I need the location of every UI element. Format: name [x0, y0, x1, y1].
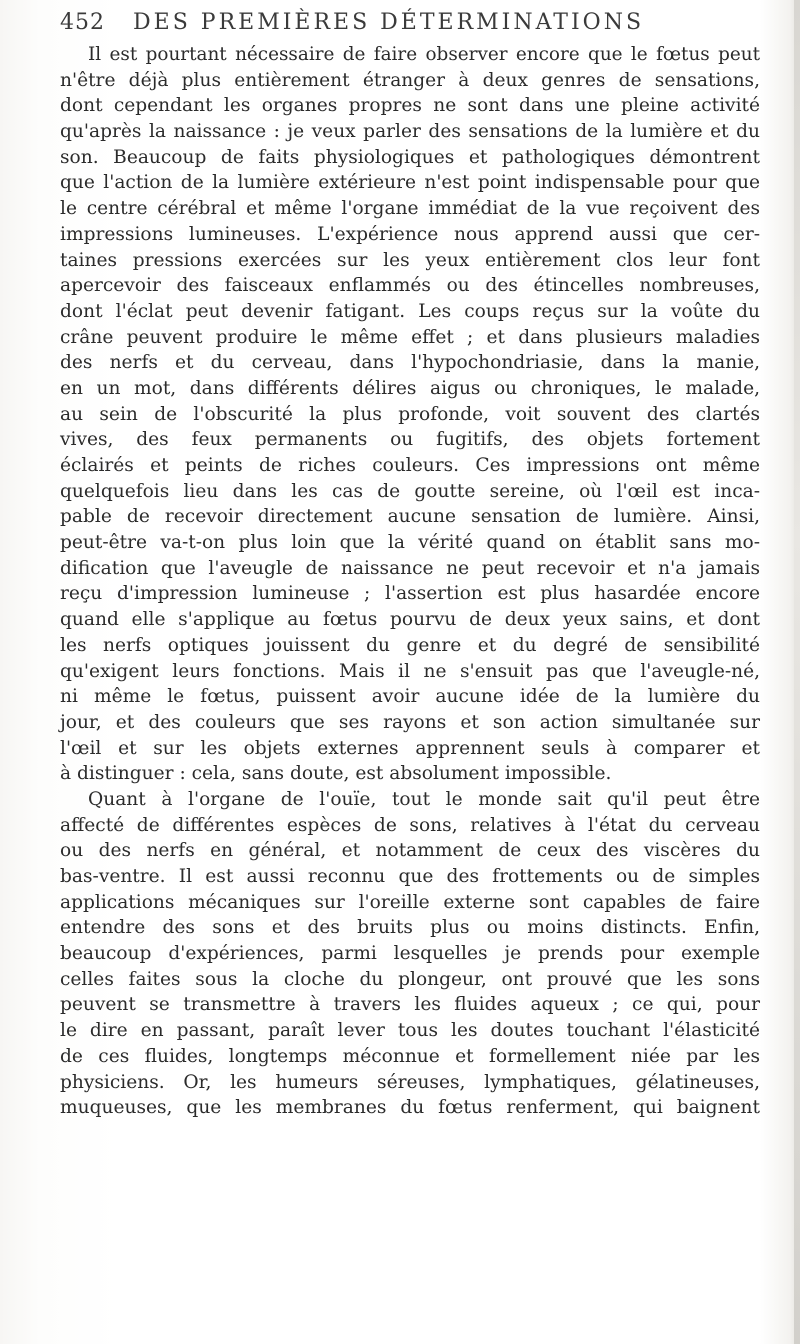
text-line: vives, des feux permanents ou fugitifs, des objets fortement [60, 429, 760, 451]
text-line: le dire en passant, paraît lever tous les doutes touchant l'élasticité [60, 1020, 760, 1042]
text-line: que l'action de la lumière extérieure n'est point indispensable pour que [60, 172, 760, 194]
text-line: crâne peuvent produire le même effet ; et dans plusieurs maladies [60, 326, 760, 348]
text-line: bas-ventre. Il est aussi reconnu que des frottements ou de simples [60, 866, 760, 887]
text-line: son. Beaucoup de faits physiologiques et pathologiques démontrent [60, 146, 760, 168]
text-line: le centre cérébral et même l'organe immédiat de la vue reçoivent des [60, 198, 760, 220]
text-line: dont l'éclat peut devenir fatigant. Les coups reçus sur la voûte du [60, 300, 760, 322]
text-line: celles faites sous la cloche du plongeur, ont prouvé que les sons [60, 968, 760, 990]
text-line: au sein de l'obscurité la plus profonde, voit souvent des clartés [60, 403, 760, 425]
text-line: entendre des sons et des bruits plus ou moins distincts. Enfin, [60, 917, 760, 939]
text-line: Il est pourtant nécessaire de faire observer encore que le fœtus peut [88, 44, 760, 65]
text-line: ni même le fœtus, puissent avoir aucune idée de la lumière du [60, 686, 760, 708]
text-line: dification que l'aveugle de naissance ne peut recevoir et n'a jamais [60, 557, 760, 579]
text-line: en un mot, dans différents délires aigus ou chroniques, le malade, [60, 377, 760, 399]
text-line: des nerfs et du cerveau, dans l'hypochondriasie, dans la manie, [60, 352, 760, 374]
text-line: n'être déjà plus entièrement étranger à deux genres de sensations, [60, 69, 760, 91]
page-edge-shadow [794, 0, 800, 1344]
text-line: apercevoir des faisceaux enflammés ou des étincelles nombreuses, [60, 275, 760, 297]
body-text [60, 42, 760, 1121]
page-number: 452 [60, 10, 105, 35]
text-line: reçu d'impression lumineuse ; l'assertion est plus hasardée encore [60, 583, 760, 605]
text-line: les nerfs optiques jouissent du genre et du degré de sensibilité [60, 634, 760, 656]
text-line: applications mécaniques sur l'oreille externe sont capables de faire [60, 891, 760, 913]
text-line: affecté de différentes espèces de sons, relatives à l'état du cerveau [60, 814, 760, 836]
text-line: de ces fluides, longtemps méconnue et formellement niée par les [60, 1045, 760, 1067]
page-header [60, 10, 760, 40]
text-line: ou des nerfs en général, et notamment de ceux des viscères du [60, 840, 760, 862]
text-line: éclairés et peints de riches couleurs. Ces impressions ont même [60, 455, 760, 476]
text-line: qu'après la naissance : je veux parler des sensations de la lumière et du [60, 121, 760, 143]
text-line: quelquefois lieu dans les cas de goutte sereine, où l'œil est inca- [60, 480, 760, 502]
running-head: DES PREMIÈRES DÉTERMINATIONS [133, 10, 645, 35]
text-line: peuvent se transmettre à travers les fluides aqueux ; ce qui, pour [60, 994, 760, 1016]
text-line: taines pressions exercées sur les yeux entièrement clos leur font [60, 249, 760, 271]
text-line: qu'exigent leurs fonctions. Mais il ne s'ensuit pas que l'aveugle-né, [60, 660, 760, 682]
text-line: à distinguer : cela, sans doute, est absolument impossible. [60, 763, 612, 785]
text-line: peut-être va-t-on plus loin que la vérité quand on établit sans mo- [60, 532, 760, 554]
text-line: Quant à l'organe de l'ouïe, tout le monde sait qu'il peut être [88, 788, 760, 810]
text-line: muqueuses, que les membranes du fœtus renferment, qui baignent [60, 1097, 760, 1119]
text-line: beaucoup d'expériences, parmi lesquelles je prends pour exemple [60, 943, 760, 965]
text-line: pable de recevoir directement aucune sensation de lumière. Ainsi, [60, 506, 760, 528]
text-line: impressions lumineuses. L'expérience nous apprend aussi que cer- [60, 223, 760, 245]
text-line: dont cependant les organes propres ne sont dans une pleine activité [60, 95, 760, 117]
text-line: l'œil et sur les objets externes apprennent seuls à comparer et [60, 737, 760, 759]
text-line: jour, et des couleurs que ses rayons et son action simultanée sur [60, 711, 760, 733]
text-line: physiciens. Or, les humeurs séreuses, lymphatiques, gélatineuses, [60, 1071, 760, 1093]
text-line: quand elle s'applique au fœtus pourvu de deux yeux sains, et dont [60, 609, 760, 631]
